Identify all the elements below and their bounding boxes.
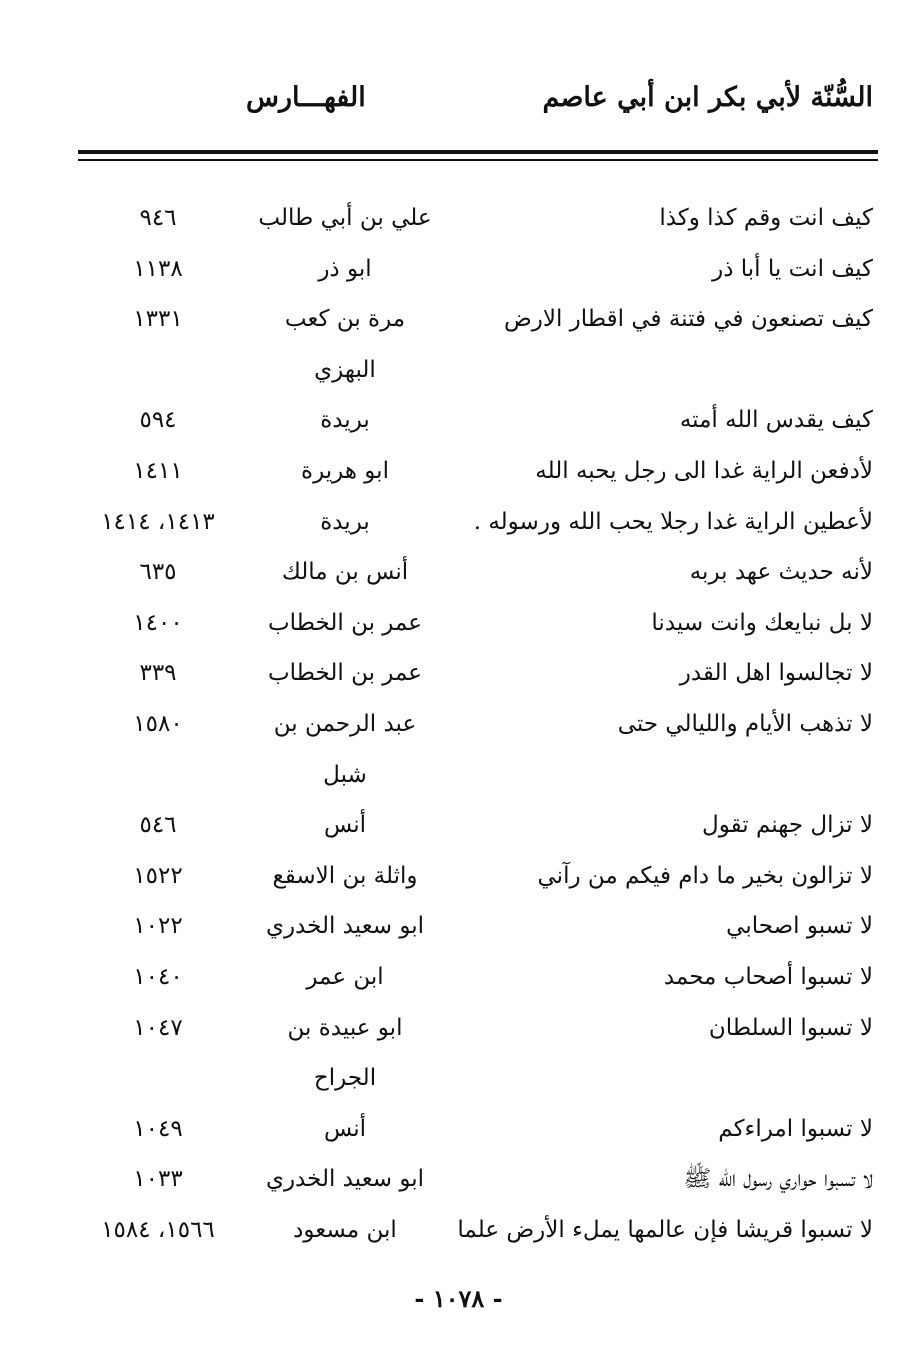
index-row <box>0 1007 917 1058</box>
index-row <box>0 450 917 501</box>
narrator: أنس <box>323 1115 367 1142</box>
narrator: أنس بن مالك <box>281 559 409 586</box>
hadith-number: ١٠٣٣ <box>133 1166 183 1193</box>
hadith-text: لأنه حديث عهد بربه <box>689 559 873 586</box>
index-row <box>0 248 917 299</box>
narrator: ابو ذر <box>318 255 372 282</box>
index-row <box>0 602 917 653</box>
hadith-number: ١٤٠٠ <box>133 609 183 636</box>
narrator: علي بن أبي طالب <box>258 205 432 231</box>
narrator: بريدة <box>320 508 370 535</box>
hadith-number: ١٠٤٩ <box>133 1115 183 1142</box>
hadith-text: لأدفعن الراية غدا الى رجل يحبه الله <box>535 457 873 484</box>
hadith-text: كيف انت وقم كذا وكذا <box>659 205 873 231</box>
hadith-number: ٦٣٥ <box>139 559 177 586</box>
index-row-continuation <box>0 349 917 400</box>
narrator: بريدة <box>320 407 370 434</box>
book-title: السُّنّة لأبي بكر ابن أبي عاصم <box>542 82 873 113</box>
narrator: الجراح <box>313 1065 377 1092</box>
narrator: عمر بن الخطاب <box>267 660 422 687</box>
hadith-number: ٣٣٩ <box>139 660 177 687</box>
hadith-text: كيف يقدس الله أمته <box>679 407 873 434</box>
index-row <box>0 551 917 602</box>
hadith-number: ١٥٦٦، ١٥٨٤ <box>101 1216 215 1243</box>
narrator: ابو عبيدة بن <box>287 1014 403 1041</box>
hadith-text: كيف تصنعون في فتنة في اقطار الارض <box>503 306 873 333</box>
hadith-text: لأعطين الراية غدا رجلا يحب الله ورسوله . <box>473 508 873 535</box>
hadith-number: ١١٣٨ <box>133 255 183 282</box>
narrator: واثلة بن الاسقع <box>272 862 418 889</box>
hadith-number: ١٣٣١ <box>133 306 183 333</box>
narrator: عمر بن الخطاب <box>267 609 422 636</box>
hadith-text: لا تسبوا امراءكم <box>718 1115 873 1142</box>
index-row <box>0 1209 917 1260</box>
hadith-number: ١٤١٣، ١٤١٤ <box>101 508 215 535</box>
index-row-continuation <box>0 1057 917 1108</box>
header-rule-thick <box>78 150 878 154</box>
index-row <box>0 956 917 1007</box>
index-row <box>0 298 917 349</box>
index-row <box>0 905 917 956</box>
hadith-number: ٩٤٦ <box>139 205 177 231</box>
hadith-text: لا تزالون بخير ما دام فيكم من رآني <box>537 862 873 889</box>
hadith-text: لا تجالسوا اهل القدر <box>679 660 873 687</box>
hadith-text: كيف انت يا أبا ذر <box>712 255 873 282</box>
hadith-text: لا تسبو اصحابي <box>726 913 873 940</box>
hadith-text: لا تذهب الأيام والليالي حتى <box>617 710 873 737</box>
hadith-number: ١٥٨٠ <box>133 710 183 737</box>
narrator: ابن مسعود <box>293 1216 397 1243</box>
section-title: الفهـــارس <box>246 82 366 113</box>
hadith-text: لا تسبوا قريشا فإن عالمها يملء الأرض علما <box>457 1216 873 1243</box>
hadith-number: ١٠٤٠ <box>133 963 183 990</box>
hadith-number: ١٠٢٢ <box>133 913 183 940</box>
narrator: ابو هريرة <box>301 457 389 484</box>
narrator: ابو سعيد الخدري <box>265 1166 425 1193</box>
index-row <box>0 703 917 754</box>
hadith-text: لا بل نبايعك وانت سيدنا <box>651 609 873 636</box>
hadith-text: لا تزال جهنم تقول <box>702 812 873 839</box>
index-row <box>0 501 917 552</box>
hadith-text: لا تسبوا حواري رسول الله ﷺ <box>683 1166 873 1193</box>
narrator: عبد الرحمن بن <box>273 710 417 737</box>
narrator: شبل <box>323 761 367 788</box>
hadith-text: لا تسبوا السلطان <box>708 1014 873 1041</box>
index-row <box>0 1108 917 1159</box>
index-row <box>0 855 917 906</box>
narrator: مرة بن كعب <box>284 306 406 333</box>
narrator: ابن عمر <box>306 963 384 990</box>
index-row <box>0 399 917 450</box>
page-number: - ١٠٧٨ - <box>414 1284 503 1313</box>
index-row-continuation <box>0 754 917 805</box>
hadith-number: ١٠٤٧ <box>133 1014 183 1041</box>
index-row <box>0 804 917 855</box>
index-row <box>0 197 917 248</box>
hadith-number: ١٥٢٢ <box>133 862 183 889</box>
narrator: ابو سعيد الخدري <box>265 913 425 940</box>
hadith-number: ١٤١١ <box>133 457 183 484</box>
narrator: أنس <box>323 812 367 839</box>
index-row <box>0 1158 917 1209</box>
header-rule-thin <box>78 159 878 161</box>
index-table <box>0 197 917 1259</box>
hadith-number: ٥٩٤ <box>139 407 177 434</box>
hadith-number: ٥٤٦ <box>139 812 177 839</box>
narrator: البهزي <box>314 356 376 383</box>
hadith-text: لا تسبوا أصحاب محمد <box>663 963 873 990</box>
index-row <box>0 652 917 703</box>
